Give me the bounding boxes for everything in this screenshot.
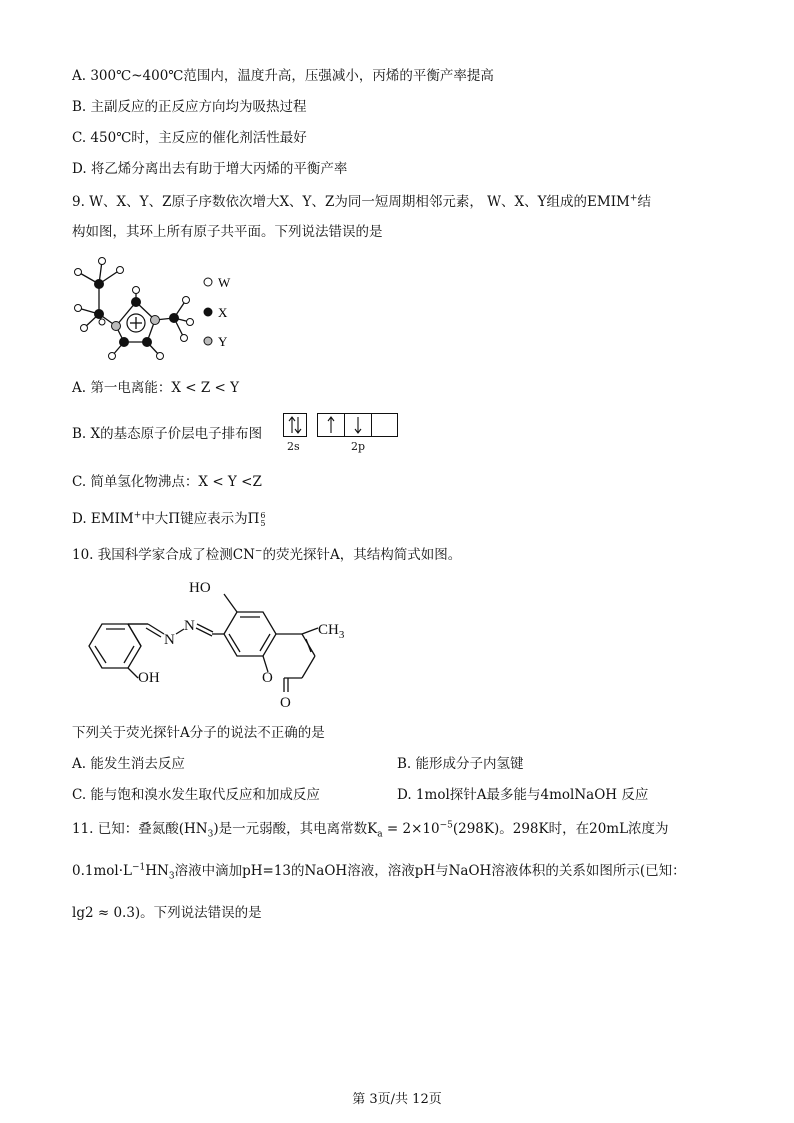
- q9-stem-line2: 构如图，其环上所有原子共平面。下列说法错误的是: [72, 224, 383, 240]
- q10-option-c: C. 能与饱和溴水发生取代反应和加成反应: [72, 787, 320, 803]
- q11-l2-text2: HN: [145, 863, 169, 879]
- probe-a-structure: [72, 572, 362, 712]
- q11-line1: [72, 819, 669, 839]
- q9-stem-charge: +: [629, 193, 638, 204]
- q8-option-c: C. 450℃时，主反应的催化剂活性最好: [72, 130, 307, 146]
- q11-line2: [72, 861, 686, 881]
- q10-option-d: D. 1mol探针A最多能与4molNaOH 反应: [397, 787, 649, 803]
- label-carbonyl-o: O: [280, 695, 291, 711]
- q9-option-d-text2: 中大Π键应表示为Π: [141, 511, 260, 527]
- q11-sub1: 3: [207, 829, 214, 840]
- q9-option-d-charge: +: [133, 510, 142, 521]
- q10-stem: [72, 545, 461, 565]
- label-ch3: $CH_3$: [318, 622, 345, 641]
- q10-stem-text: 10. 我国科学家合成了检测CN: [72, 547, 255, 563]
- q9-option-d: [72, 509, 265, 529]
- q11-sup1: −5: [439, 820, 453, 831]
- q9-stem-line1: [72, 192, 651, 212]
- label-n2: N: [184, 618, 195, 634]
- legend-w-label: W: [218, 275, 231, 290]
- label-n1: N: [164, 632, 175, 648]
- emim-structure-figure: [68, 256, 238, 368]
- legend-y-label: Y: [218, 334, 228, 349]
- legend-x-label: X: [218, 305, 228, 320]
- q9-option-a: A. 第一电离能：X < Z < Y: [72, 380, 240, 396]
- q11-l2-text1: 0.1mol·L: [72, 863, 132, 879]
- emim-atoms: [75, 258, 194, 360]
- legend-x-marker: [204, 308, 212, 316]
- label-ring-o: O: [262, 670, 273, 686]
- q11-l2-text3: 溶液中滴加pH=13的NaOH溶液，溶液pH与NaOH溶液体积的关系如图所示(已知：: [174, 863, 686, 879]
- probe-bonds: [89, 594, 318, 692]
- label-ho: HO: [189, 580, 211, 596]
- q11-text2: )是一元弱酸，其电离常数K: [213, 821, 378, 837]
- q10-option-b: B. 能形成分子内氢键: [397, 756, 524, 772]
- pi-bond-notation: [260, 512, 265, 528]
- pi-atoms: 5: [260, 518, 266, 528]
- legend-w-marker: [204, 278, 212, 286]
- q9-option-d-text: D. EMIM: [72, 511, 134, 527]
- q8-option-b: B. 主副反应的正反应方向均为吸热过程: [72, 99, 307, 115]
- q11-text1: 11. 已知：叠氮酸(HN: [72, 821, 208, 837]
- emim-bonds: [78, 261, 190, 356]
- q8-option-d: D. 将乙烯分离出去有助于增大丙烯的平衡产率: [72, 161, 348, 177]
- q11-l2-sup: −1: [131, 862, 146, 873]
- q11-text3: = 2×10: [382, 821, 440, 837]
- orbital-2p-label: 2p: [351, 440, 366, 453]
- q9-option-c: C. 简单氢化物沸点：X < Y <Z: [72, 474, 262, 490]
- q10-stem-text2: 的荧光探针A，其结构简式如图。: [262, 547, 462, 563]
- q11-text4: (298K)。298K时，在20mL浓度为: [452, 821, 669, 837]
- q10-option-a: A. 能发生消去反应: [72, 756, 185, 772]
- orbital-2p-boxes: [317, 413, 398, 437]
- q11-l2-sub: 3: [168, 871, 175, 882]
- q9-stem-text-end: 结: [637, 194, 651, 210]
- q11-line3: lg2 ≈ 0.3)。下列说法错误的是: [72, 905, 262, 921]
- q10-question: 下列关于荧光探针A分子的说法不正确的是: [72, 725, 325, 741]
- q9-stem-text: 9. W、X、Y、Z原子序数依次增大X、Y、Z为同一短周期相邻元素， W、X、Y组成的EMIM: [72, 194, 630, 210]
- orbital-2s-box: [283, 413, 307, 437]
- q11-sub2: a: [377, 829, 383, 840]
- q8-option-a: A. 300℃~400℃范围内，温度升高，压强减小，丙烯的平衡产率提高: [72, 68, 494, 84]
- pi-electrons: 6: [260, 510, 266, 520]
- label-oh: OH: [138, 670, 160, 686]
- legend-y-marker: [204, 337, 212, 345]
- orbital-2s-label: 2s: [287, 440, 300, 453]
- page-footer: 第 3页/共 12页: [352, 1092, 442, 1107]
- q9-option-b-text: B. X的基态原子价层电子排布图: [72, 426, 263, 442]
- q10-stem-charge: −: [254, 546, 263, 557]
